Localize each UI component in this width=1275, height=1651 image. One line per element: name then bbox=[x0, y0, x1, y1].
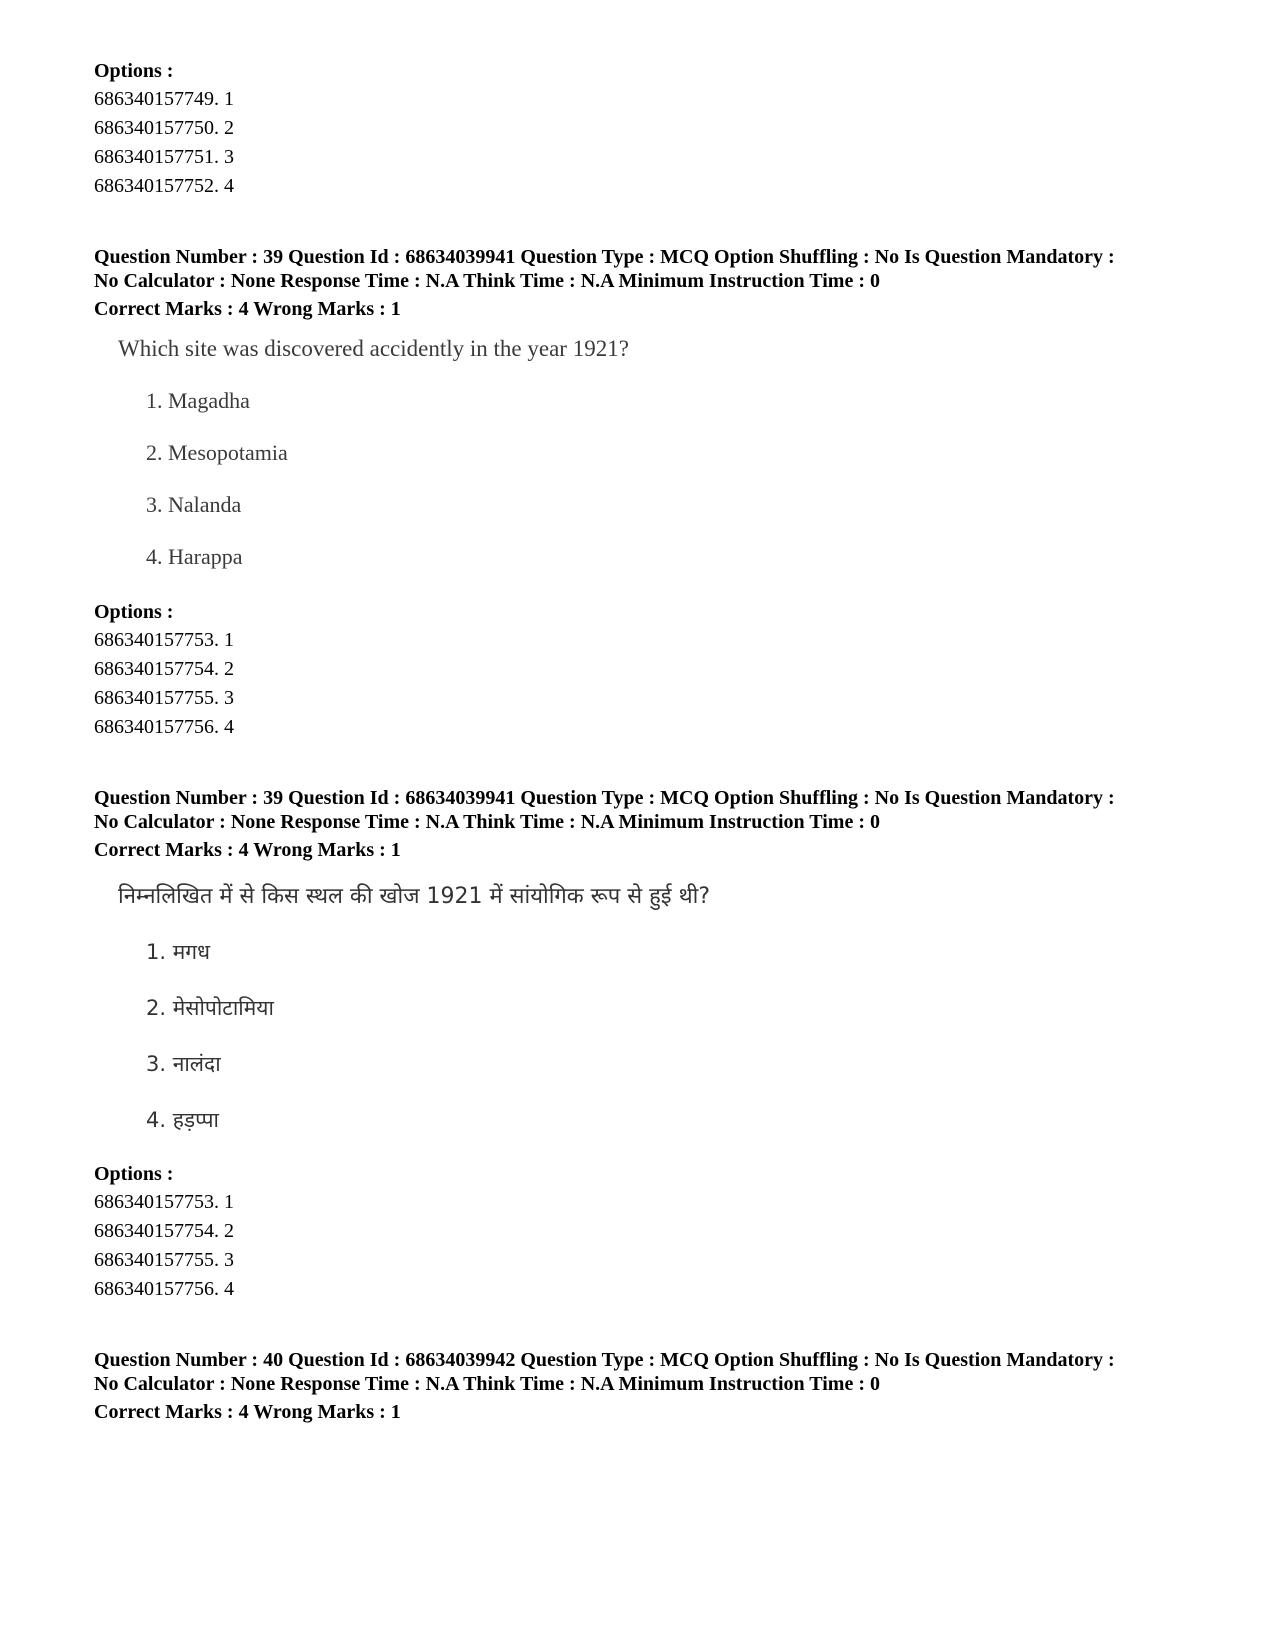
option-line: 686340157755. 3 bbox=[94, 687, 234, 709]
question-meta-line-2: No Calculator : None Response Time : N.A Think Time : N.A Minimum Instruction Time : 0 bbox=[94, 270, 880, 292]
option-line: 686340157756. 4 bbox=[94, 1278, 234, 1300]
option-line: 686340157753. 1 bbox=[94, 1191, 234, 1213]
option-line: 686340157751. 3 bbox=[94, 146, 234, 168]
options-block-previous bbox=[94, 57, 234, 201]
options-heading: Options : bbox=[94, 1163, 174, 1185]
question-meta-line-1: Question Number : 40 Question Id : 68634039942 Question Type : MCQ Option Shuffling : No Is Question Mandatory : bbox=[94, 1349, 1115, 1371]
option-line: 686340157752. 4 bbox=[94, 175, 234, 197]
option-line: 686340157756. 4 bbox=[94, 716, 234, 738]
question-image-english bbox=[118, 336, 818, 596]
question-image-hindi bbox=[118, 880, 838, 1160]
question-header bbox=[94, 786, 1224, 864]
options-heading: Options : bbox=[94, 60, 174, 82]
answer-choice: 4. हड़प्पा bbox=[146, 1108, 219, 1132]
answer-choice: 3. नालंदा bbox=[146, 1052, 221, 1076]
option-line: 686340157750. 2 bbox=[94, 117, 234, 139]
options-block bbox=[94, 598, 234, 742]
question-marks: Correct Marks : 4 Wrong Marks : 1 bbox=[94, 839, 401, 861]
option-line: 686340157753. 1 bbox=[94, 629, 234, 651]
options-block bbox=[94, 1160, 234, 1304]
question-text: Which site was discovered accidently in the year 1921? bbox=[118, 336, 629, 361]
question-meta-line-2: No Calculator : None Response Time : N.A Think Time : N.A Minimum Instruction Time : 0 bbox=[94, 1373, 880, 1395]
question-marks: Correct Marks : 4 Wrong Marks : 1 bbox=[94, 1401, 401, 1423]
answer-choice: 1. Magadha bbox=[146, 388, 250, 413]
option-line: 686340157749. 1 bbox=[94, 88, 234, 110]
option-line: 686340157754. 2 bbox=[94, 1220, 234, 1242]
options-heading: Options : bbox=[94, 601, 174, 623]
answer-choice: 3. Nalanda bbox=[146, 492, 242, 517]
question-meta-line-1: Question Number : 39 Question Id : 68634039941 Question Type : MCQ Option Shuffling : No Is Question Mandatory : bbox=[94, 246, 1115, 268]
question-text: निम्नलिखित में से किस स्थल की खोज 1921 में सांयोगिक रूप से हुई थी? bbox=[118, 884, 711, 909]
question-header bbox=[94, 245, 1224, 323]
question-meta-line-1: Question Number : 39 Question Id : 68634039941 Question Type : MCQ Option Shuffling : No Is Question Mandatory : bbox=[94, 787, 1115, 809]
question-meta-line-2: No Calculator : None Response Time : N.A Think Time : N.A Minimum Instruction Time : 0 bbox=[94, 811, 880, 833]
question-header bbox=[94, 1348, 1224, 1426]
question-marks: Correct Marks : 4 Wrong Marks : 1 bbox=[94, 298, 401, 320]
answer-choice: 1. मगध bbox=[146, 940, 211, 964]
answer-choice: 2. Mesopotamia bbox=[146, 440, 288, 465]
answer-choice: 4. Harappa bbox=[146, 544, 243, 569]
answer-choice: 2. मेसोपोटामिया bbox=[146, 996, 274, 1020]
option-line: 686340157755. 3 bbox=[94, 1249, 234, 1271]
option-line: 686340157754. 2 bbox=[94, 658, 234, 680]
